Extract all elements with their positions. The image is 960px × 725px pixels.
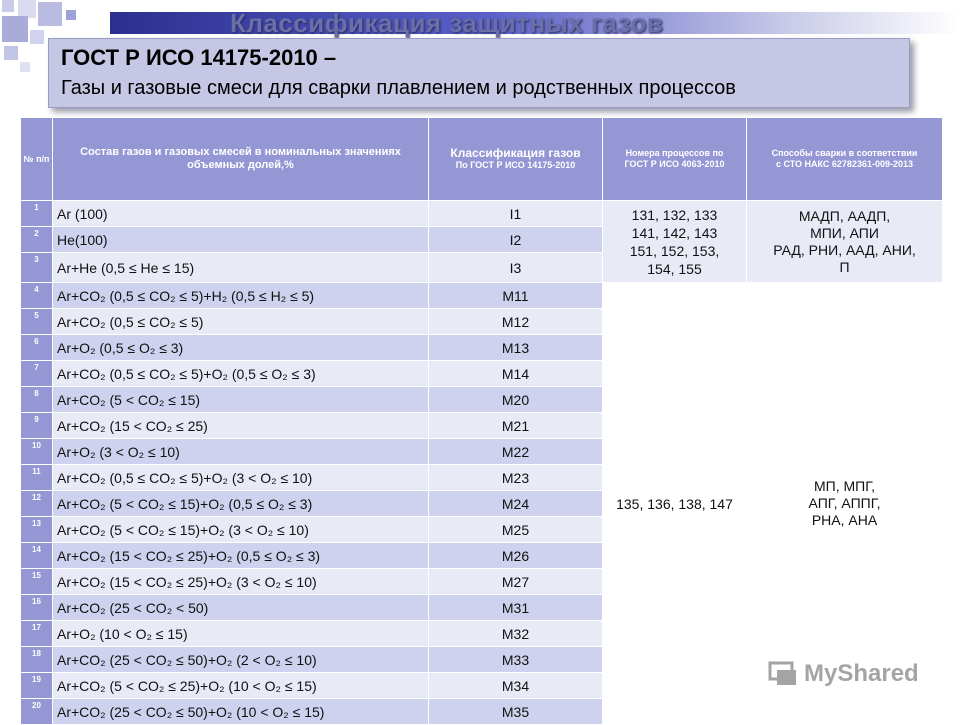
row-number: 14 — [21, 543, 53, 569]
gas-composition: Ar+CO₂ (25 < CO₂ ≤ 50)+O₂ (10 < O₂ ≤ 15) — [53, 699, 429, 725]
header-process-main: Номера процессов по — [625, 148, 724, 158]
gas-classification: M13 — [429, 335, 603, 361]
row-number: 7 — [21, 361, 53, 387]
row-number: 19 — [21, 673, 53, 699]
gost-subtitle: Газы и газовые смеси для сварки плавлением и родственных процессов — [61, 77, 736, 99]
method-line: МАДП, ААДП, — [798, 207, 891, 224]
header-classification-main: Классификация газов — [450, 145, 581, 160]
process-line: 151, 152, 153, — [629, 242, 720, 259]
method-line: РАД, РНИ, ААД, АНИ, — [773, 241, 916, 258]
gas-composition: Ar+CO₂ (0,5 ≤ CO₂ ≤ 5)+O₂ (3 < O₂ ≤ 10) — [53, 465, 429, 491]
decor-square-8 — [20, 62, 30, 72]
decor-square-6 — [30, 30, 44, 44]
watermark — [768, 657, 919, 691]
decor-square-1 — [2, 0, 14, 12]
gas-composition: Ar+CO₂ (5 < CO₂ ≤ 15)+O₂ (0,5 ≤ O₂ ≤ 3) — [53, 491, 429, 517]
gas-classification: I1 — [429, 201, 603, 227]
row-number: 15 — [21, 569, 53, 595]
row-number: 3 — [21, 253, 53, 283]
gas-composition: He(100) — [53, 227, 429, 253]
gas-classification: M32 — [429, 621, 603, 647]
row-number: 5 — [21, 309, 53, 335]
header-process-sub: ГОСТ Р ИСО 4063-2010 — [624, 159, 725, 169]
header-process — [603, 118, 747, 201]
gas-classification: M22 — [429, 439, 603, 465]
gas-composition: Ar+CO₂ (15 < CO₂ ≤ 25) — [53, 413, 429, 439]
gas-classification: M35 — [429, 699, 603, 725]
row-number: 4 — [21, 283, 53, 309]
method-line: РНА, АНА — [811, 512, 878, 528]
process-line: 154, 155 — [647, 260, 702, 277]
gas-classification: M24 — [429, 491, 603, 517]
decor-square-4 — [66, 10, 76, 20]
process-numbers-group-b: 135, 136, 138, 147 — [603, 283, 747, 725]
row-number: 1 — [21, 201, 53, 227]
myshared-logo-icon — [768, 659, 798, 689]
row-number: 18 — [21, 647, 53, 673]
row-number: 2 — [21, 227, 53, 253]
gas-classification: M12 — [429, 309, 603, 335]
row-number: 20 — [21, 699, 53, 725]
row-number: 9 — [21, 413, 53, 439]
gas-composition: Ar+CO₂ (5 < CO₂ ≤ 15)+O₂ (3 < O₂ ≤ 10) — [53, 517, 429, 543]
gas-composition: Ar+CO₂ (0,5 ≤ CO₂ ≤ 5) — [53, 309, 429, 335]
gas-classification: M27 — [429, 569, 603, 595]
gas-composition: Ar+CO₂ (0,5 ≤ CO₂ ≤ 5)+O₂ (0,5 ≤ O₂ ≤ 3) — [53, 361, 429, 387]
process-numbers-group-a — [603, 201, 747, 283]
decor-square-5 — [2, 16, 28, 42]
gas-composition: Ar+CO₂ (0,5 ≤ CO₂ ≤ 5)+H₂ (0,5 ≤ H₂ ≤ 5) — [53, 283, 429, 309]
gas-composition: Ar+CO₂ (5 < CO₂ ≤ 15) — [53, 387, 429, 413]
gas-classification: I3 — [429, 253, 603, 283]
gas-composition: Ar (100) — [53, 201, 429, 227]
gas-composition: Ar+O₂ (3 < O₂ ≤ 10) — [53, 439, 429, 465]
gas-classification: M25 — [429, 517, 603, 543]
gas-composition: Ar+O₂ (0,5 ≤ O₂ ≤ 3) — [53, 335, 429, 361]
row-number: 16 — [21, 595, 53, 621]
gas-classification: M34 — [429, 673, 603, 699]
gas-composition: Ar+O₂ (10 < O₂ ≤ 15) — [53, 621, 429, 647]
row-number: 13 — [21, 517, 53, 543]
decor-square-7 — [4, 46, 18, 60]
method-line: МПИ, АПИ — [810, 224, 879, 241]
gas-classification: M14 — [429, 361, 603, 387]
watermark-text: MyShared — [804, 660, 919, 687]
process-line: 141, 142, 143 — [631, 224, 718, 241]
header-classification-sub: По ГОСТ Р ИСО 14175-2010 — [455, 159, 576, 170]
header-methods — [747, 118, 943, 201]
row-number: 12 — [21, 491, 53, 517]
header-methods-sub: с СТО НАКС 62782361-009-2013 — [775, 159, 913, 169]
row-number: 6 — [21, 335, 53, 361]
gas-classification: M20 — [429, 387, 603, 413]
gas-composition: Ar+CO₂ (15 < CO₂ ≤ 25)+O₂ (0,5 ≤ O₂ ≤ 3) — [53, 543, 429, 569]
gas-composition: Ar+CO₂ (15 < CO₂ ≤ 25)+O₂ (3 < O₂ ≤ 10) — [53, 569, 429, 595]
row-number: 10 — [21, 439, 53, 465]
gas-composition: Ar+CO₂ (25 < CO₂ ≤ 50)+O₂ (2 < O₂ ≤ 10) — [53, 647, 429, 673]
header-composition: Состав газов и газовых смесей в номинальных значениях объемных долей,% — [53, 118, 429, 201]
gas-composition: Ar+CO₂ (25 < CO₂ < 50) — [53, 595, 429, 621]
gas-classification: M23 — [429, 465, 603, 491]
gas-composition: Ar+CO₂ (5 < CO₂ ≤ 25)+O₂ (10 < O₂ ≤ 15) — [53, 673, 429, 699]
method-line: П — [839, 258, 850, 275]
gas-classification: M11 — [429, 283, 603, 309]
gas-classification: M33 — [429, 647, 603, 673]
gas-classification: M26 — [429, 543, 603, 569]
gost-box — [48, 38, 910, 108]
table-row — [21, 283, 943, 309]
header-classification — [429, 118, 603, 201]
method-line: МП, МПГ, — [814, 478, 875, 494]
welding-methods-group-a — [747, 201, 943, 283]
header-methods-main: Способы сварки в соответствии — [771, 148, 918, 158]
decor-square-3 — [38, 2, 62, 26]
row-number: 17 — [21, 621, 53, 647]
method-line: АПГ, АППГ, — [808, 495, 881, 511]
gas-classification: I2 — [429, 227, 603, 253]
gost-title: ГОСТ Р ИСО 14175-2010 – — [61, 45, 337, 70]
header-num: № п/п — [21, 118, 53, 201]
classification-table — [20, 117, 943, 725]
slide-title: Классификация защитных газов — [230, 8, 664, 38]
gas-classification: M21 — [429, 413, 603, 439]
process-line: 131, 132, 133 — [631, 206, 718, 223]
gas-classification: M31 — [429, 595, 603, 621]
row-number: 8 — [21, 387, 53, 413]
gas-composition: Ar+He (0,5 ≤ He ≤ 15) — [53, 253, 429, 283]
row-number: 11 — [21, 465, 53, 491]
table-row — [21, 201, 943, 227]
